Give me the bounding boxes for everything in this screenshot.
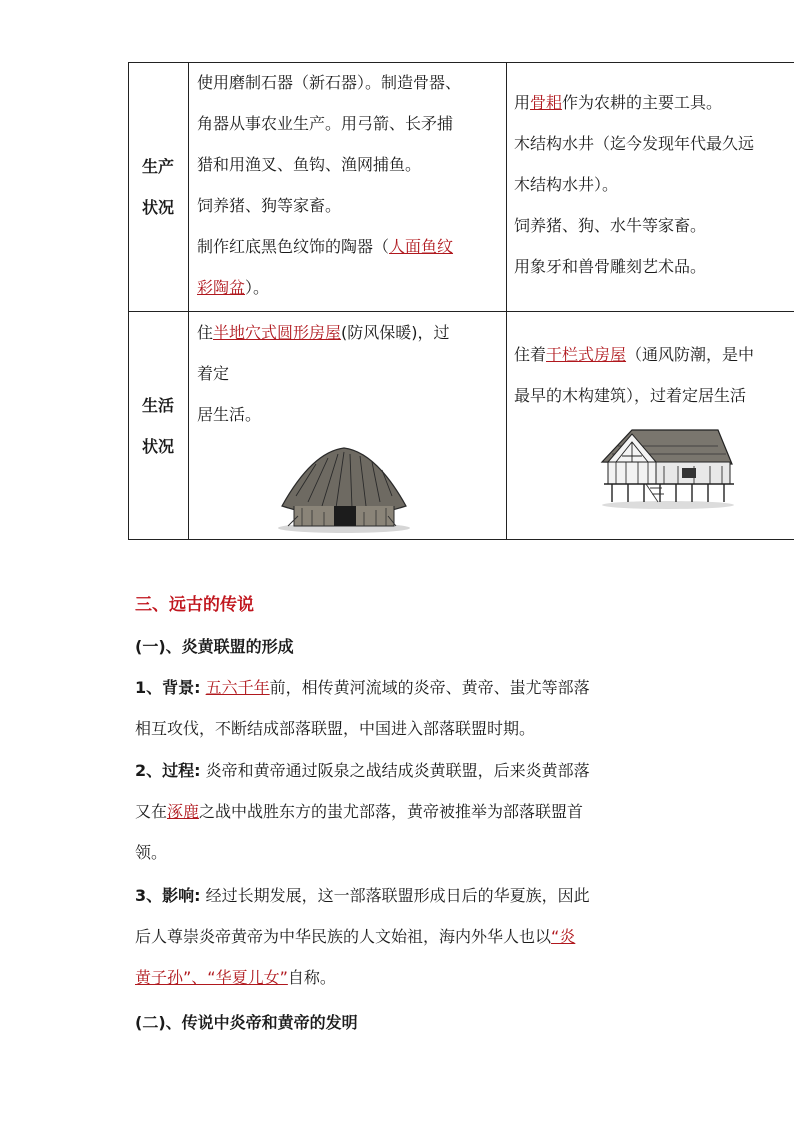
paragraph-process (135, 750, 680, 873)
highlight-term: 彩陶盆 (197, 278, 246, 297)
highlight-term: 干栏式房屋 (546, 345, 627, 364)
paragraph-background (135, 667, 680, 749)
text-run: 前，相传黄河流域的炎帝、黄帝、蚩尤等部落 (269, 678, 590, 697)
text-run: 自称。 (287, 968, 336, 987)
text-line (197, 226, 461, 267)
comparison-table (128, 62, 794, 540)
text-run: 经过长期发展，这一部落联盟形成日后的华夏族，因此 (205, 886, 590, 905)
subsection-title-1: (一)、炎黄联盟的形成 (135, 637, 294, 656)
text-line: 角器从事农业生产。用弓箭、长矛捕 (197, 114, 454, 133)
text-line: 相互攻伐，不断结成部落联盟，中国进入部落联盟时期。 (135, 719, 536, 738)
text-line (135, 791, 680, 832)
table-col-divider-2 (506, 62, 507, 540)
text-line: 饲养猪、狗、水牛等家畜。 (514, 216, 707, 235)
text-line (514, 334, 794, 375)
round-hut-illustration (276, 446, 412, 534)
text-run: 炎帝和黄帝通过阪泉之战结成炎黄联盟，后来炎黄部落 (205, 761, 590, 780)
text-line (514, 82, 794, 123)
highlight-term: 黄子孙”、“华夏儿女” (135, 968, 288, 987)
subsection-title-2: (二)、传说中炎帝和黄帝的发明 (135, 1013, 358, 1032)
text-run: 住 (197, 323, 214, 342)
living-left-cell (197, 312, 450, 435)
highlight-term: 五六千年 (205, 678, 270, 697)
paragraph-influence (135, 875, 680, 998)
text-line (197, 312, 450, 353)
item-label: 3、影响: (135, 886, 201, 905)
production-right-cell (514, 82, 794, 287)
row-label-living (133, 385, 183, 467)
text-line: 使用磨制石器（新石器）。制造骨器、 (197, 73, 462, 92)
text-run: (防风保暖)，过 (341, 323, 450, 342)
row-label-line: 状况 (141, 198, 174, 217)
stilt-house-illustration (598, 426, 736, 510)
text-run: 用 (514, 93, 531, 112)
highlight-term: 骨耜 (530, 93, 563, 112)
table-border-bottom (128, 539, 794, 540)
item-label: 1、背景: (135, 678, 201, 697)
row-label-line: 生产 (141, 157, 174, 176)
text-run: 作为农耕的主要工具。 (562, 93, 723, 112)
text-run: 后人尊崇炎帝黄帝为中华民族的人文始祖，海内外华人也以 (135, 927, 552, 946)
text-run: 住着 (514, 345, 547, 364)
text-line: 着定 (197, 364, 230, 383)
text-line (135, 875, 680, 916)
highlight-term: 涿鹿 (167, 802, 200, 821)
text-line: 木结构水井（迄今发现年代最久远 (514, 134, 755, 153)
highlight-term: “炎 (551, 927, 576, 946)
text-line (197, 267, 461, 308)
text-line: 用象牙和兽骨雕刻艺术品。 (514, 257, 707, 276)
text-run: （通风防潮，是中 (626, 345, 755, 364)
text-run: 又在 (135, 802, 168, 821)
text-line (135, 916, 680, 957)
text-line (135, 957, 680, 998)
text-line: 木结构水井）。 (514, 175, 619, 194)
text-line: 居生活。 (197, 405, 262, 424)
living-right-cell (514, 334, 794, 416)
production-left-cell (197, 62, 461, 308)
table-col-divider-1 (188, 62, 189, 540)
text-line (135, 750, 680, 791)
row-label-production (133, 146, 183, 228)
text-run: 之战中战胜东方的蚩尤部落，黄帝被推举为部落联盟首 (199, 802, 584, 821)
text-run: ）。 (245, 278, 270, 297)
text-line: 饲养猪、狗等家畜。 (197, 196, 342, 215)
highlight-term: 半地穴式圆形房屋 (213, 323, 342, 342)
text-line: 领。 (135, 843, 168, 862)
row-label-line: 状况 (141, 437, 174, 456)
table-border-left (128, 62, 129, 540)
text-line: 最早的木构建筑），过着定居生活 (514, 386, 747, 405)
text-line (135, 667, 680, 708)
row-label-line: 生活 (141, 396, 174, 415)
item-label: 2、过程: (135, 761, 201, 780)
text-line: 猎和用渔叉、鱼钩、渔网捕鱼。 (197, 155, 422, 174)
section-title: 三、远古的传说 (135, 595, 254, 615)
highlight-term: 人面鱼纹 (389, 237, 454, 256)
text-run: 制作红底黑色纹饰的陶器（ (197, 237, 390, 256)
